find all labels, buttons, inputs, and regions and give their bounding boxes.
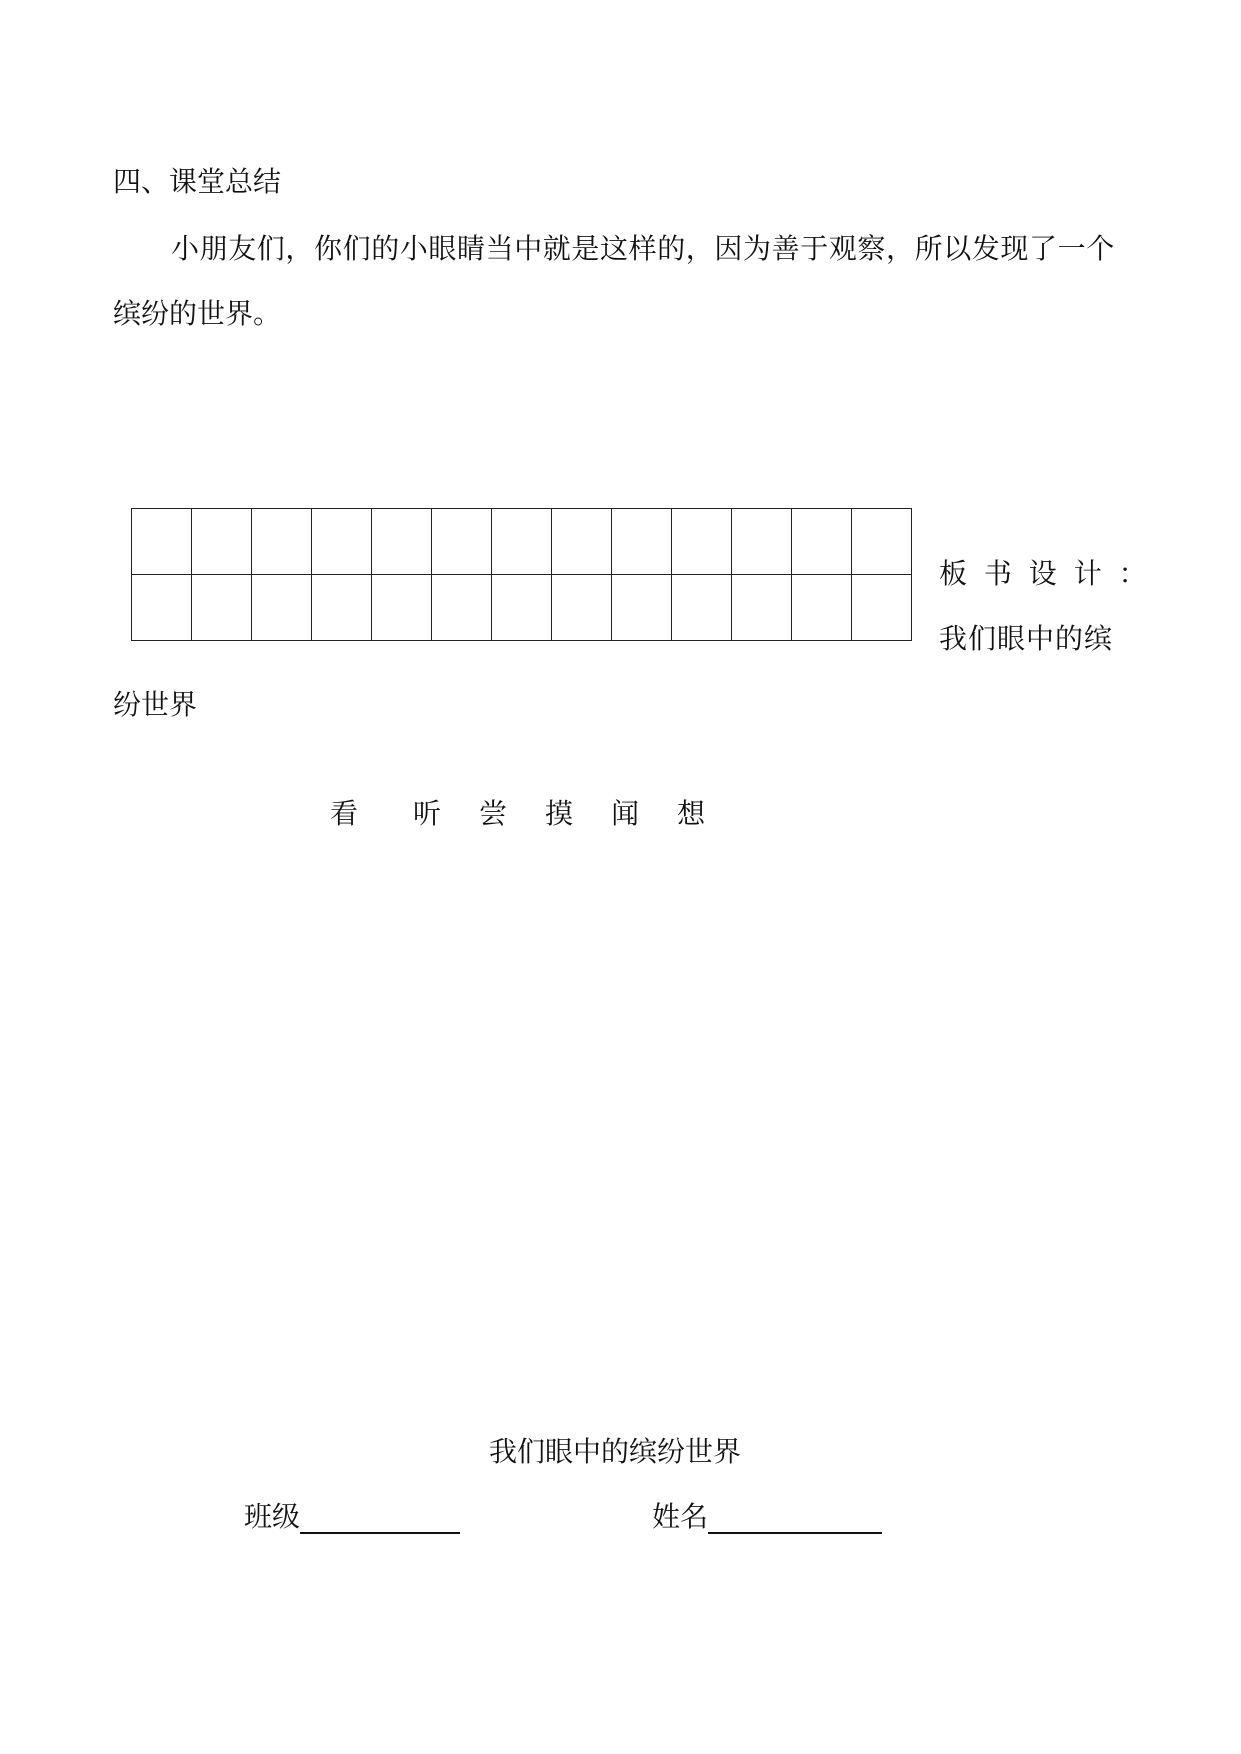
grid-cell bbox=[372, 509, 432, 575]
writing-grid bbox=[131, 508, 912, 641]
grid-cell bbox=[312, 509, 372, 575]
grid-cell bbox=[732, 509, 792, 575]
class-blank[interactable] bbox=[300, 1502, 460, 1534]
grid-cell bbox=[852, 575, 912, 641]
grid-cell bbox=[792, 509, 852, 575]
grid-cell bbox=[552, 509, 612, 575]
grid-cell bbox=[132, 509, 192, 575]
grid-cell bbox=[612, 509, 672, 575]
grid-cell bbox=[192, 509, 252, 575]
grid-cell bbox=[312, 575, 372, 641]
grid-cell bbox=[492, 575, 552, 641]
sense-word: 听 bbox=[413, 797, 442, 830]
grid-cell bbox=[792, 575, 852, 641]
grid-cell bbox=[552, 575, 612, 641]
grid-cell bbox=[432, 575, 492, 641]
sense-word: 摸 bbox=[545, 797, 574, 830]
class-label: 班级 bbox=[244, 1500, 301, 1533]
grid-cell bbox=[612, 575, 672, 641]
name-field bbox=[652, 1500, 882, 1534]
section-heading: 四、课堂总结 bbox=[113, 165, 282, 198]
grid-cell bbox=[372, 575, 432, 641]
grid-cell bbox=[132, 575, 192, 641]
sense-word: 想 bbox=[677, 797, 706, 830]
board-title-part2: 纷世界 bbox=[113, 688, 198, 721]
senses-row bbox=[330, 797, 705, 831]
paragraph-line-2: 缤纷的世界。 bbox=[113, 297, 282, 330]
grid-cell bbox=[852, 509, 912, 575]
name-blank[interactable] bbox=[708, 1502, 882, 1534]
grid-cell bbox=[252, 575, 312, 641]
sense-word: 看 bbox=[330, 797, 359, 830]
sense-word: 闻 bbox=[611, 797, 640, 830]
grid-cell bbox=[492, 509, 552, 575]
grid-cell bbox=[732, 575, 792, 641]
class-field bbox=[244, 1500, 460, 1534]
paragraph-line-1: 小朋友们，你们的小眼睛当中就是这样的，因为善于观察，所以发现了一个 bbox=[171, 232, 1115, 265]
grid-cell bbox=[252, 509, 312, 575]
grid-cell bbox=[672, 575, 732, 641]
board-title-part1: 我们眼中的缤 bbox=[939, 622, 1114, 655]
sense-word: 尝 bbox=[479, 797, 508, 830]
name-label: 姓名 bbox=[652, 1500, 709, 1533]
board-design-label: 板 书 设 计 ： bbox=[939, 557, 1151, 590]
worksheet-title: 我们眼中的缤纷世界 bbox=[489, 1435, 742, 1468]
grid-cell bbox=[192, 575, 252, 641]
grid-cell bbox=[432, 509, 492, 575]
grid-cell bbox=[672, 509, 732, 575]
